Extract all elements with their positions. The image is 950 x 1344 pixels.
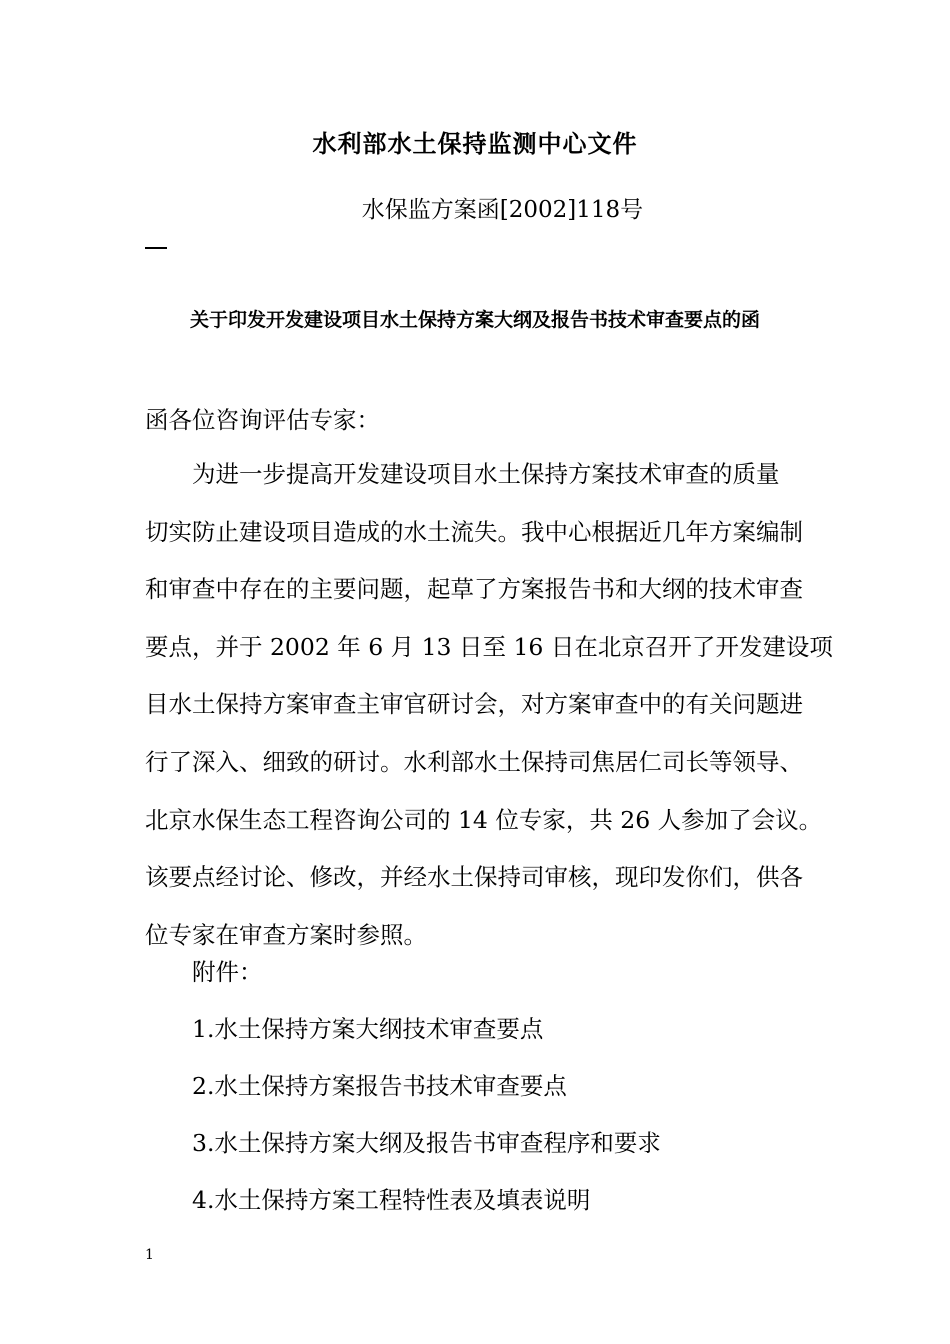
body-line: 为进一步提高开发建设项目水土保持方案技术审查的质量 xyxy=(192,460,780,488)
document-title: 水利部水土保持监测中心文件 xyxy=(312,129,638,158)
page-number: 1 xyxy=(145,1247,154,1263)
attachment-item: 3.水土保持方案大纲及报告书审查程序和要求 xyxy=(192,1129,661,1157)
document-number: 水保监方案函[2002]118号 xyxy=(361,197,644,223)
body-line: 切实防止建设项目造成的水土流失。我中心根据近几年方案编制 xyxy=(145,517,803,546)
body-line: 行了深入、细致的研讨。水利部水土保持司焦居仁司长等领导、 xyxy=(145,747,803,776)
body-line: 目水土保持方案审查主审官研讨会，对方案审查中的有关问题进 xyxy=(145,690,803,719)
body-paragraph xyxy=(145,446,833,964)
body-line: 位专家在审查方案时参照。 xyxy=(145,920,427,949)
salutation: 函各位咨询评估专家： xyxy=(145,406,380,434)
document-subject: 关于印发开发建设项目水土保持方案大纲及报告书技术审查要点的函 xyxy=(189,309,760,331)
attachment-item: 2.水土保持方案报告书技术审查要点 xyxy=(192,1072,567,1100)
body-line: 和审查中存在的主要问题，起草了方案报告书和大纲的技术审查 xyxy=(145,575,803,604)
attachments-label: 附件： xyxy=(192,958,263,986)
attachment-item: 4.水土保持方案工程特性表及填表说明 xyxy=(192,1186,591,1214)
body-line: 北京水保生态工程咨询公司的 14 位专家，共 26 人参加了会议。 xyxy=(145,805,823,834)
separator-mark xyxy=(145,247,167,249)
body-line: 要点，并于 2002 年 6 月 13 日至 16 日在北京召开了开发建设项 xyxy=(145,632,833,661)
attachment-item: 1.水土保持方案大纲技术审查要点 xyxy=(192,1015,544,1043)
body-line: 该要点经讨论、修改，并经水土保持司审核，现印发你们，供各 xyxy=(145,863,803,892)
